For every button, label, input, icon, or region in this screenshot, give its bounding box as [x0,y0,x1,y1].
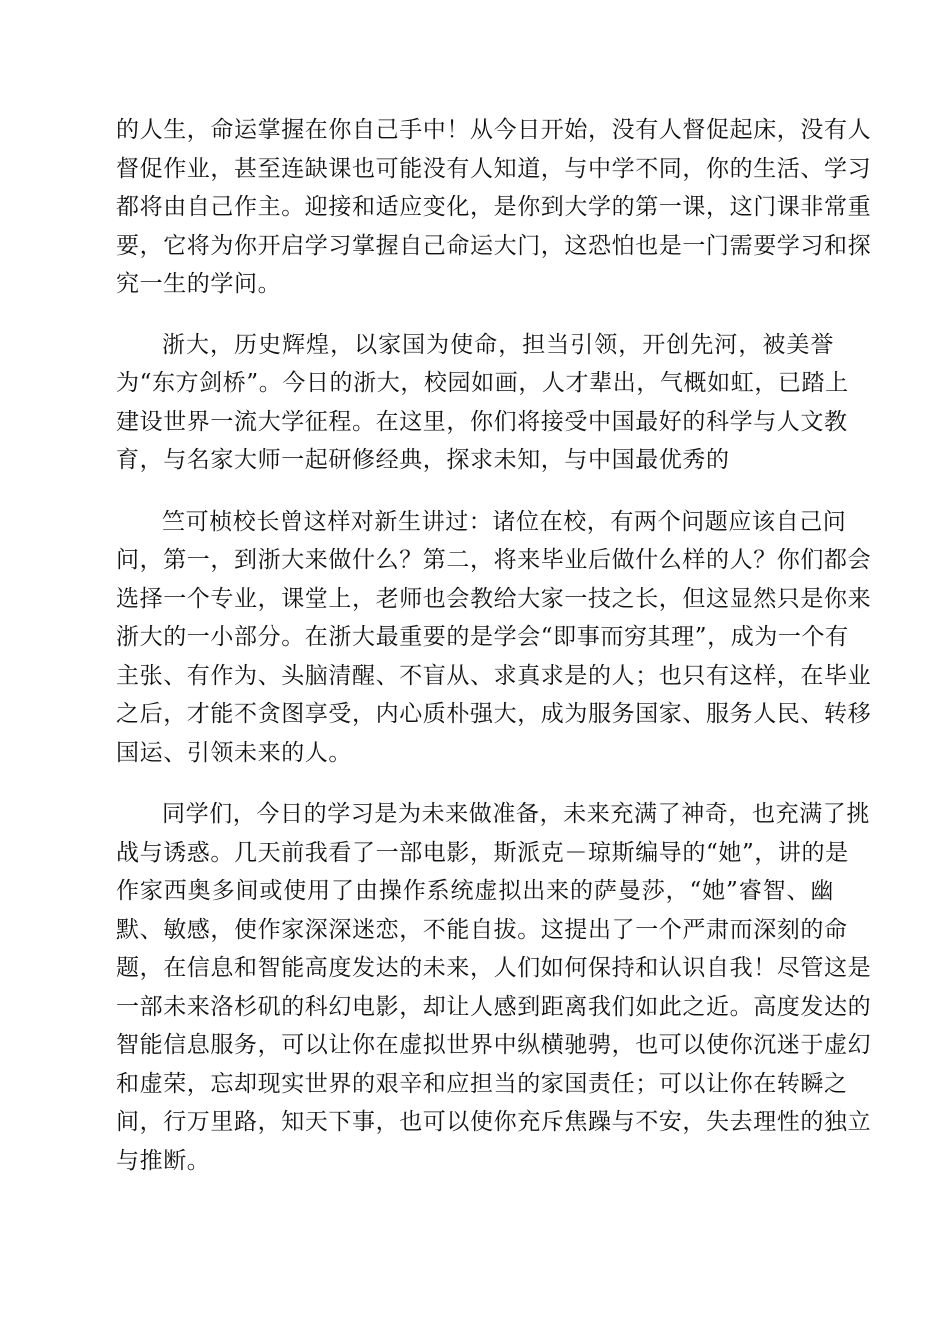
paragraph-3 [116,503,872,773]
paragraph-line: 问，第一，到浙大来做什么？第二，将来毕业后做什么样的人？你们都会 [116,547,872,573]
paragraph-line: 与推断。 [116,1147,211,1174]
paragraph-1 [116,111,872,304]
paragraph-line: 究一生的学问。 [116,271,282,297]
paragraph-line: 国运、引领未来的人。 [116,739,352,766]
paragraph-line: 浙大，历史辉煌，以家国为使命，担当引领，开创先河，被美誉 [162,331,834,358]
paragraph-line: 之后，才能不贪图享受，内心质朴强大，成为服务国家、服务人民、转移 [116,701,872,727]
paragraph-line: 作家西奥多间或使用了由操作系统虚拟出来的萨曼莎，“她”睿智、幽 [116,878,834,904]
paragraph-4 [116,795,872,1180]
paragraph-line: 间，行万里路，知天下事，也可以使你充斥焦躁与不安，失去理性的独立 [116,1109,872,1135]
paragraph-line: 题，在信息和智能高度发达的未来，人们如何保持和认识自我！尽管这是 [116,955,872,981]
paragraph-line: 的人生，命运掌握在你自己手中！从今日开始，没有人督促起床，没有人 [116,117,872,143]
paragraph-line: 选择一个专业，课堂上，老师也会教给大家一技之长，但这显然只是你来 [116,585,872,612]
paragraph-line: 要，它将为你开启学习掌握自己命运大门，这恐怕也是一门需要学习和探 [116,232,872,259]
paragraph-line: 育，与名家大师一起研修经典，探求未知，与中国最优秀的 [116,447,730,473]
paragraph-line: 一部未来洛杉矶的科幻电影，却让人感到距离我们如此之近。高度发达的 [116,993,872,1020]
paragraph-line: 竺可桢校长曾这样对新生讲过：诸位在校，有两个问题应该自己问 [162,508,847,535]
paragraph-line: 都将由自己作主。迎接和适应变化，是你到大学的第一课，这门课非常重 [116,194,872,220]
paragraph-line: 智能信息服务，可以让你在虚拟世界中纵横驰骋，也可以使你沉迷于虚幻 [116,1032,872,1058]
paragraph-line: 默、敏感，使作家深深迷恋，不能自拔。这提出了一个严肃而深刻的命 [116,916,848,943]
paragraph-2 [116,326,849,480]
paragraph-line: 浙大的一小部分。在浙大最重要的是学会“即事而穷其理”，成为一个有 [116,624,849,650]
paragraph-line: 和虚荣，忘却现实世界的艰辛和应担当的家国责任；可以让你在转瞬之 [116,1070,848,1097]
paragraph-line: 同学们，今日的学习是为未来做准备，未来充满了神奇，也充满了挑 [162,801,870,827]
paragraph-line: 主张、有作为、头脑清醒、不盲从、求真求是的人；也只有这样，在毕业 [116,662,872,689]
document-body [116,111,872,1180]
paragraph-line: 为“东方剑桥”。今日的浙大，校园如画，人才辈出，气概如虹，已踏上 [116,370,849,396]
paragraph-line: 督促作业，甚至连缺课也可能没有人知道，与中学不同，你的生活、学习 [116,155,872,182]
paragraph-line: 建设世界一流大学征程。在这里，你们将接受中国最好的科学与人文教 [116,408,848,435]
paragraph-line: 战与诱惑。几天前我看了一部电影，斯派克－琼斯编导的“她”，讲的是 [116,839,849,866]
